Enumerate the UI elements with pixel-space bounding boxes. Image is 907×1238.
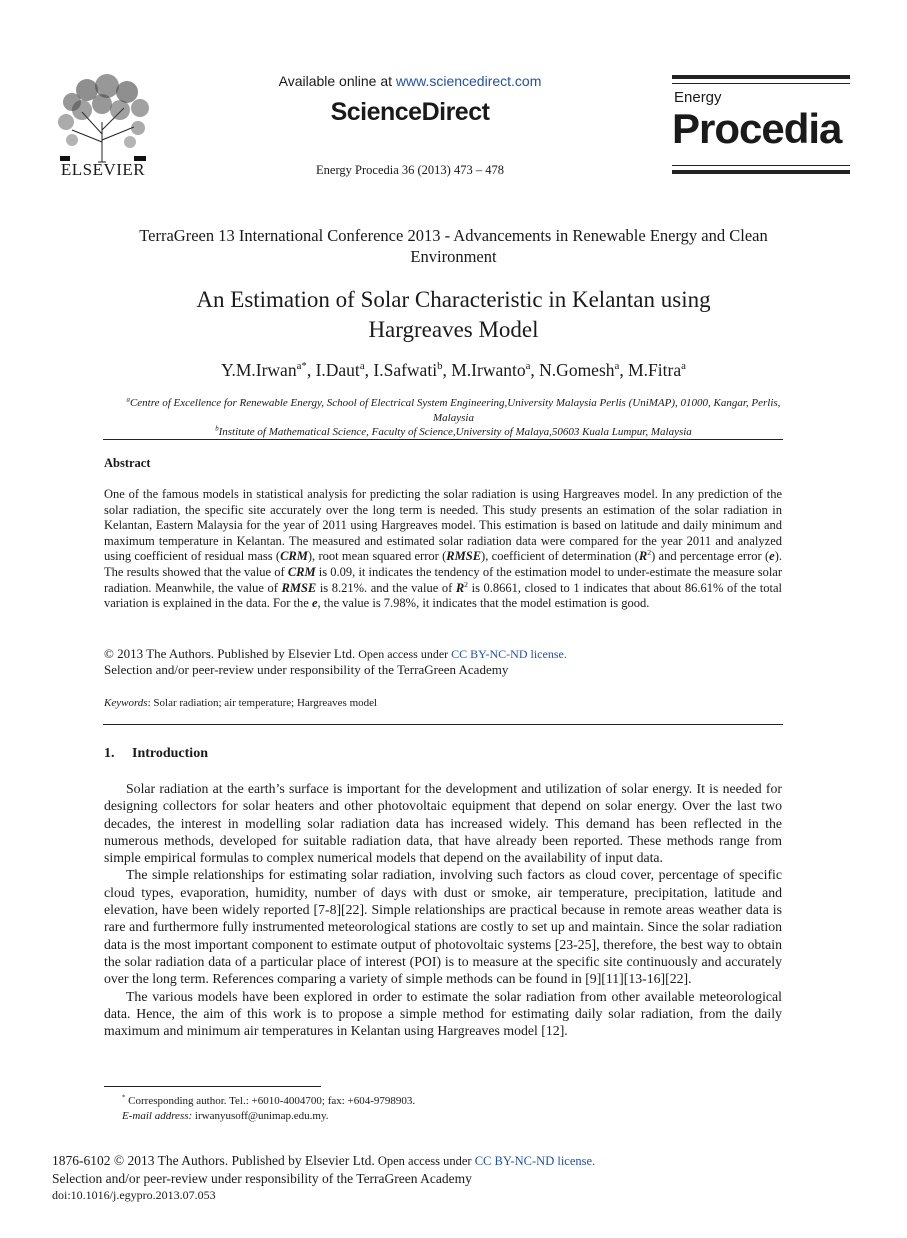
energy-procedia-logo [672, 75, 852, 177]
sciencedirect-brand: ScienceDirect [330, 98, 490, 126]
section-heading-introduction: 1. Introduction [104, 746, 208, 761]
affiliation-a: $^a$Centre of Excellence for Renewable Energy, School of Electrical System Engineering,University Malaysia Perlis (UniMAP), 01000, Kangar, Perlis, Malaysia [126, 396, 781, 424]
publisher-name: ELSEVIER [60, 160, 146, 179]
journal-top: Energy [674, 89, 722, 106]
divider-top [103, 439, 783, 440]
logo-rule-top [672, 75, 850, 79]
intro-paragraph-2: The simple relationships for estimating solar radiation, involving such factors as cloud cover, percentage of specific cloud types, evaporation, humidity, number of days with dust or smoke, air temperature, precipitation, latitude and elevation, have been widely reported [7-8][22]. Simple relationships are practical because in remote areas weather data is rare and furthermore fully instrumented meteorological stations are costly to set up and maintain. Since the solar radiation data is the most important component to estimate output of photovoltaic systems [23-25], therefore, the best way to obtain the solar radiation data of a particular place of interest (POI) is to measure at the specific site continuously and accurately over the long term. References comparing a variety of simple methods can be found in [9][11][13-16][22]. [104, 867, 782, 987]
page-footer [52, 1152, 595, 1204]
elsevier-logo [52, 72, 154, 180]
license-link[interactable]: CC BY-NC-ND license. [451, 647, 567, 661]
keywords: Keywords: Solar radiation; air temperature; Hargreaves model [104, 697, 378, 709]
intro-paragraph-3: The various models have been explored in order to estimate the solar radiation from other available meteorological data. Hence, the aim of this work is to propose a simple method for estimating daily solar radiation, from the daily maximum and minimum air temperatures in Kelantan using Hargreaves model [12]. [104, 988, 782, 1039]
abstract-body: One of the famous models in statistical analysis for predicting the solar radiation is using Hargreaves model. In any prediction of the solar radiation, the specific site accurately over the long term is needed. This study presents an estimation of the solar radiation in Kelantan, Eastern Malaysia for the year of 2011 using Hargreaves model. This estimation is based on latitude and daily minimum and maximum temperature in Kelantan. The measured and estimated solar radiation data were compared for the year 2011 and analyzed using coefficient of residual mass (CRM), root mean squared error (RMSE), coefficient of determination $(R^2)$ and percentage error (e). The results showed that the value of CRM is 0.09, it indicates the tendency of the estimation model to under-estimate the measure solar radiation. Meanwhile, the value of RMSE is 8.21%. and the value of $R^2$ is 0.8661, closed to 1 indicates that about 86.61% of the total variation is explained in the data. For the e, the value is 7.98%, it indicates that the model estimation is good. [104, 487, 783, 611]
footnote [122, 1094, 415, 1124]
author: M.Fitra$^a$ [628, 360, 686, 380]
author: Y.M.Irwan$^{a*}$, [221, 360, 316, 380]
footnote-rule [104, 1086, 321, 1087]
available-online: Available online at www.sciencedirect.com [278, 73, 542, 89]
paper-title: An Estimation of Solar Characteristic in Kelantan using Hargreaves Model [196, 287, 711, 342]
author-list [100, 360, 807, 381]
email-line: E-mail address: irwanyusoff@unimap.edu.my. [122, 1110, 329, 1122]
abstract-copyright: © 2013 The Authors. Published by Elsevier Ltd. Open access under CC BY-NC-ND license. Selection and/or peer-review under responsibility of the TerraGreen Academy [104, 646, 782, 678]
footer-copyright: 1876-6102 © 2013 The Authors. Published by Elsevier Ltd. Open access under CC BY-NC-ND license. [52, 1153, 596, 1168]
affiliation-b: $^b$Institute of Mathematical Science, Faculty of Science,University of Malaya,50603 Kuala Lumpur, Malaysia [215, 425, 692, 438]
doi: doi:10.1016/j.egypro.2013.07.053 [52, 1188, 216, 1202]
author: I.Safwati$^b$, [373, 360, 452, 380]
logo-rule-bottom [672, 165, 850, 166]
logo-rule-top2 [672, 83, 850, 84]
elsevier-tree-icon [52, 72, 154, 164]
introduction-body [104, 780, 782, 1039]
corresponding-author: * Corresponding author. Tel.: +6010-4004700; fax: +604-9798903. [122, 1094, 416, 1107]
abstract-heading: Abstract [104, 456, 151, 470]
footer-license-link[interactable]: CC BY-NC-ND license. [474, 1154, 596, 1168]
footer-review: Selection and/or peer-review under responsibility of the TerraGreen Academy [52, 1171, 472, 1186]
author: N.Gomesh$^a$, [539, 360, 629, 380]
author: I.Daut$^a$, [315, 360, 374, 380]
journal-main: Procedia [672, 105, 842, 152]
author: M.Irwanto$^a$, [451, 360, 540, 380]
citation: Energy Procedia 36 (2013) 473 – 478 [316, 163, 504, 177]
sciencedirect-link[interactable]: www.sciencedirect.com [395, 73, 542, 89]
divider-keywords [103, 724, 783, 725]
intro-paragraph-1: Solar radiation at the earth’s surface is important for the development and utilization of solar energy. It is needed for designing collectors for solar heaters and other photovoltaic equipment that depend on solar energy. Over the last two decades, the interest in modelling solar radiation data has increased widely. This demand has been reflected in the numerous methods, developed for suitable radiation data, that have already been reported. These methods range from simple empirical formulas to complex numerical models that depend on the availability of input data. [104, 781, 782, 866]
peer-review-note: Selection and/or peer-review under responsibility of the TerraGreen Academy [104, 662, 509, 677]
logo-rule-bottom2 [672, 170, 850, 174]
conference-name: TerraGreen 13 International Conference 2013 - Advancements in Renewable Energy and Clean Environment [139, 226, 768, 266]
